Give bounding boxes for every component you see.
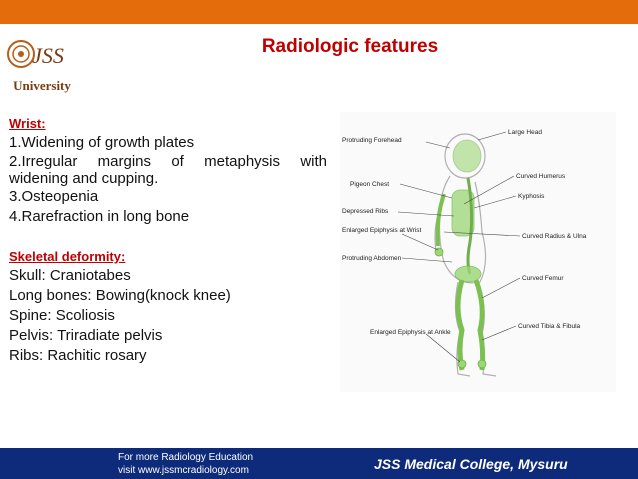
label-pigeon-chest: Pigeon Chest [350, 181, 390, 188]
label-enlarged-epiphysis-wrist: Enlarged Epiphysis at Wrist [342, 227, 422, 234]
skeletal-item: Spine: Scoliosis [9, 307, 115, 324]
footer-college-name: JSS Medical College, Mysuru [374, 456, 568, 472]
footer-left-line2: visit www.jssmcradiology.com [118, 465, 249, 476]
rickets-skeleton-illustration [340, 112, 616, 392]
label-curved-femur: Curved Femur [522, 275, 564, 282]
skeletal-item: Ribs: Rachitic rosary [9, 347, 147, 364]
slide-title: Radiologic features [261, 36, 439, 57]
svg-text:University: University [13, 78, 71, 93]
wrist-item: 1.Widening of growth plates [9, 134, 195, 151]
wrist-item: widening and cupping. [9, 170, 159, 187]
wrist-item: 2.Irregular margins of metaphysis with [9, 153, 327, 170]
skeletal-item: Long bones: Bowing(knock knee) [9, 287, 231, 304]
svg-text:JSS: JSS [32, 43, 64, 68]
skeletal-heading: Skeletal deformity: [9, 249, 126, 264]
footer-left-line1: For more Radiology Education [118, 452, 254, 463]
label-large-head: Large Head [508, 129, 542, 136]
label-curved-tibia-fibula: Curved Tibia & Fibula [518, 323, 581, 330]
top-accent-bar [0, 0, 638, 24]
skeletal-item: Skull: Craniotabes [9, 267, 131, 284]
label-enlarged-epiphysis-ankle: Enlarged Epiphysis at Ankle [370, 329, 451, 336]
label-protruding-forehead: Protruding Forehead [342, 137, 402, 144]
label-curved-radius-ulna: Curved Radius & Ulna [522, 233, 587, 240]
text-content [9, 116, 327, 366]
footer-left [118, 451, 253, 477]
skeletal-item: Pelvis: Triradiate pelvis [9, 327, 163, 344]
wrist-item: 3.Osteopenia [9, 188, 99, 205]
label-curved-humerus: Curved Humerus [516, 173, 566, 180]
label-depressed-ribs: Depressed Ribs [342, 208, 389, 215]
wrist-heading: Wrist: [9, 116, 46, 131]
jss-university-logo [4, 30, 80, 96]
label-kyphosis: Kyphosis [518, 193, 545, 200]
label-protruding-abdomen: Protruding Abdomen [342, 255, 402, 262]
wrist-item: 4.Rarefraction in long bone [9, 208, 190, 225]
